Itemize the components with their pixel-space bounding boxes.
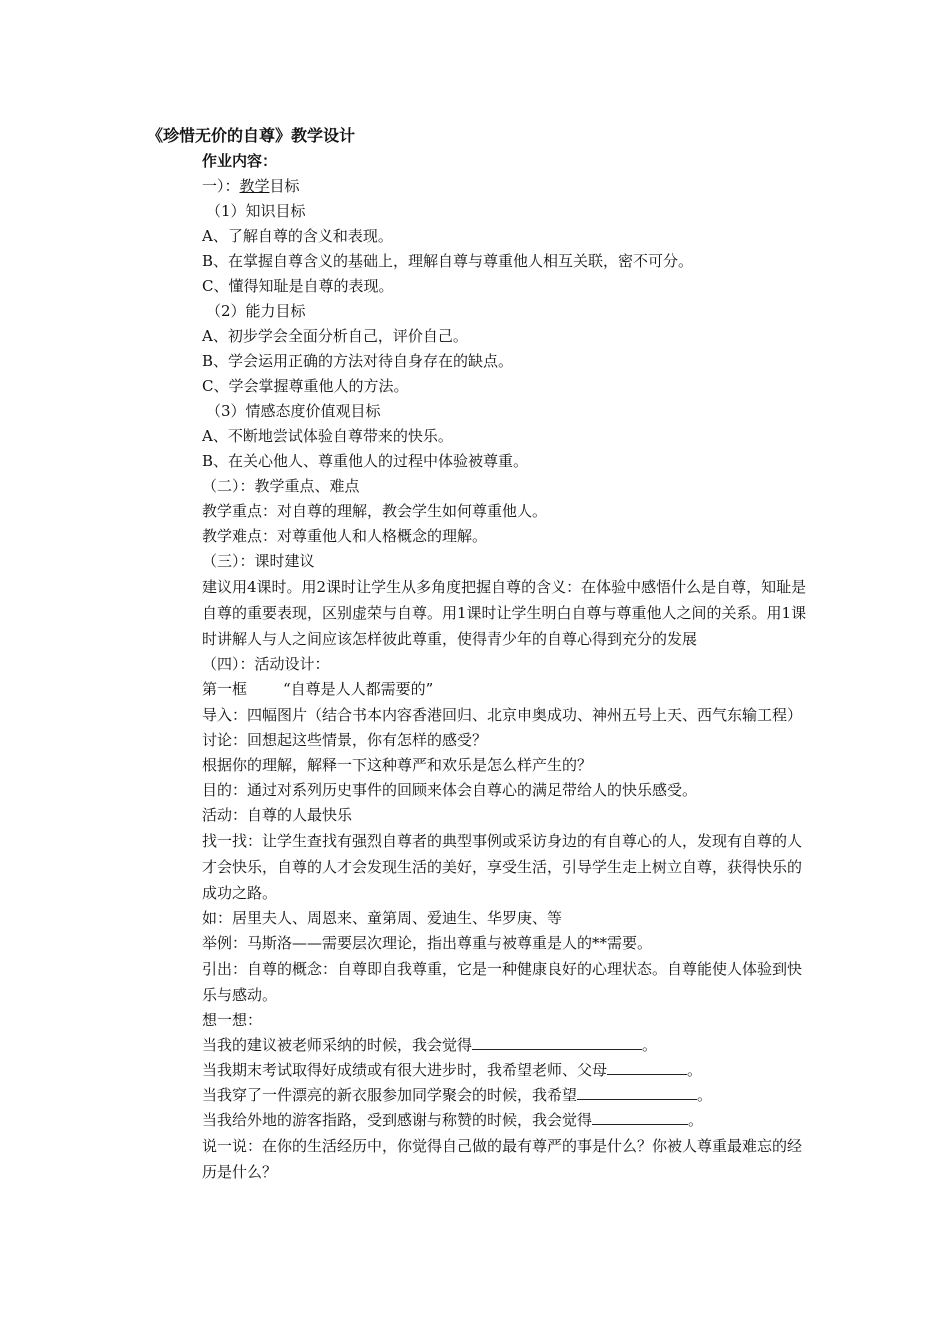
question-3-text: 当我穿了一件漂亮的新衣服参加同学聚会的时候，我希望 xyxy=(202,1086,578,1104)
knowledge-item-b: B、在掌握自尊含义的基础上，理解自尊与尊重他人相互关联，密不可分。 xyxy=(202,252,694,270)
frame-line xyxy=(202,677,808,702)
find-paragraph: 找一找：让学生查找有强烈自尊者的典型事例或采访身边的有自尊心的人，发现有自尊的人才会快乐，自尊的人才会发现生活的美好，享受生活，引导学生走上树立自尊，获得快乐的成功之路。 xyxy=(202,832,803,902)
question-1-end: 。 xyxy=(642,1036,658,1054)
teaching-difficulty: 教学难点：对尊重他人和人格概念的理解。 xyxy=(202,527,488,545)
knowledge-heading: （1）知识目标 xyxy=(206,202,306,220)
concept-paragraph: 引出：自尊的概念：自尊即自我尊重，它是一种健康良好的心理状态。自尊能使人体验到快乐与感动。 xyxy=(202,960,803,1004)
schedule-paragraph: 建议用4课时。用2课时让学生从多角度把握自尊的含义：在体验中感悟什么是自尊，知耻是自尊的重要表现，区别虚荣与自尊。用1课时让学生明白自尊与尊重他人之间的关系。用1课时讲解人与人之间应该怎样彼此尊重，使得青少年的自尊心得到充分的发展 xyxy=(202,578,807,648)
ability-item-b: B、学会运用正确的方法对待自身存在的缺点。 xyxy=(202,352,514,370)
frame-label: 第一框 xyxy=(202,680,248,698)
section-1-heading xyxy=(202,174,808,199)
section-1-prefix: 一）： xyxy=(202,177,240,195)
question-1-blank xyxy=(472,1033,642,1050)
question-2-end: 。 xyxy=(687,1061,703,1079)
example-theory-line: 举例：马斯洛——需要层次理论，指出尊重与被尊重是人的**需要。 xyxy=(202,934,653,952)
section-1-suffix: 目标 xyxy=(269,177,300,195)
emotion-item-a: A、不断地尝试体验自尊带来的快乐。 xyxy=(202,427,453,445)
question-3-blank xyxy=(577,1083,697,1100)
question-2-text: 当我期末考试取得好成绩或有很大进步时，我希望老师、父母 xyxy=(202,1061,608,1079)
discuss-line: 讨论：回想起这些情景，你有怎样的感受？ xyxy=(202,731,488,749)
section-2-heading: （二）：教学重点、难点 xyxy=(202,477,360,495)
question-1-text: 当我的建议被老师采纳的时候，我会觉得 xyxy=(202,1036,473,1054)
question-4-text: 当我给外地的游客指路，受到感谢与称赞的时候，我会觉得 xyxy=(202,1111,593,1129)
section-1-underlined: 教学 xyxy=(239,177,270,195)
purpose-line: 目的：通过对系列历史事件的回顾来体会自尊心的满足带给人的快乐感受。 xyxy=(202,781,698,799)
think-label: 想一想： xyxy=(202,1011,263,1029)
teaching-focus: 教学重点：对自尊的理解，教会学生如何尊重他人。 xyxy=(202,502,548,520)
emotion-item-b: B、在关心他人、尊重他人的过程中体验被尊重。 xyxy=(202,452,529,470)
section-3-heading: （三）：课时建议 xyxy=(202,552,315,570)
question-2-blank xyxy=(607,1058,687,1075)
activity-line: 活动：自尊的人最快乐 xyxy=(202,806,353,824)
knowledge-item-a: A、了解自尊的含义和表现。 xyxy=(202,227,393,245)
section-4-heading: （四）：活动设计： xyxy=(202,655,330,673)
ability-item-a: A、初步学会全面分析自己，评价自己。 xyxy=(202,327,468,345)
ability-heading: （2）能力目标 xyxy=(206,302,306,320)
examples-line: 如：居里夫人、周恩来、童第周、爱迪生、华罗庚、等 xyxy=(202,909,563,927)
question-4-blank xyxy=(592,1108,688,1125)
question-3-end: 。 xyxy=(697,1086,713,1104)
document-title: 《珍惜无价的自尊》教学设计 xyxy=(147,126,356,145)
question-1 xyxy=(202,1033,808,1058)
knowledge-item-c: C、懂得知耻是自尊的表现。 xyxy=(202,277,394,295)
document-body xyxy=(202,149,808,1185)
explain-line: 根据你的理解，解释一下这种尊严和欢乐是怎么样产生的？ xyxy=(202,756,593,774)
emotion-heading: （3）情感态度价值观目标 xyxy=(206,402,381,420)
frame-title: “自尊是人人都需要的” xyxy=(283,680,434,698)
intro-paragraph: 导入：四幅图片（结合书本内容香港回归、北京申奥成功、神州五号上天、西气东输工程） xyxy=(202,706,803,724)
homework-label: 作业内容： xyxy=(202,152,278,170)
question-2 xyxy=(202,1058,808,1083)
question-4 xyxy=(202,1108,808,1133)
talk-paragraph: 说一说：在你的生活经历中，你觉得自己做的最有尊严的事是什么？你被人尊重最难忘的经历是什么？ xyxy=(202,1137,803,1181)
question-4-end: 。 xyxy=(688,1111,704,1129)
ability-item-c: C、学会掌握尊重他人的方法。 xyxy=(202,377,409,395)
question-3 xyxy=(202,1083,808,1108)
